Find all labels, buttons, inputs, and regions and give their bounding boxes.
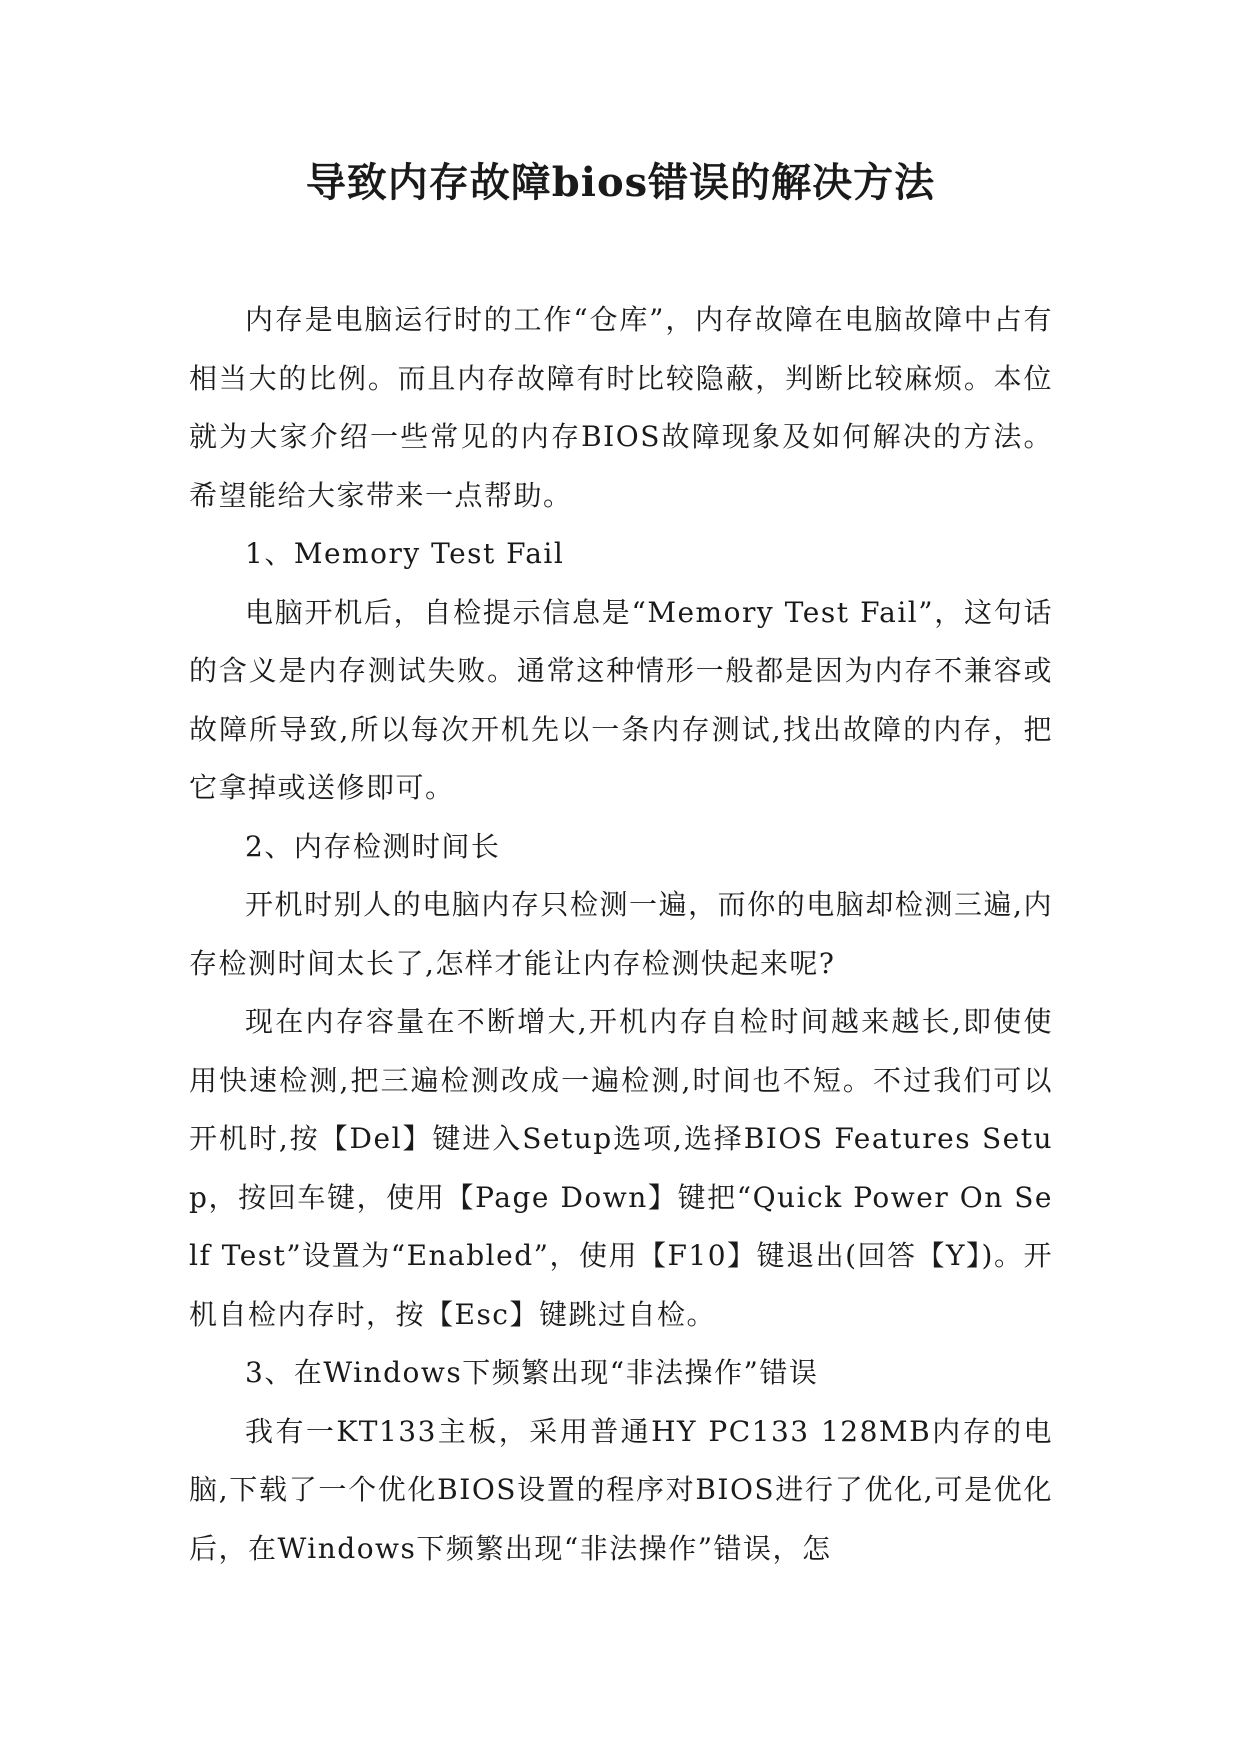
paragraph-section-1: 电脑开机后，自检提示信息是“Memory Test Fail”，这句话的含义是内存测试失败。通常这种情形一般都是因为内存不兼容或故障所导致,所以每次开机先以一条内存测试,找出故障的内存，把它拿掉或送修即可。 bbox=[189, 595, 1053, 804]
paragraph-intro: 内存是电脑运行时的工作“仓库”，内存故障在电脑故障中占有相当大的比例。而且内存故障有时比较隐蔽，判断比较麻烦。本位就为大家介绍一些常见的内存BIOS故障现象及如何解决的方法。希望能给大家带来一点帮助。 bbox=[189, 303, 1053, 512]
paragraph-section-3: 我有一KT133主板，采用普通HY PC133 128MB内存的电脑,下载了一个优化BIOS设置的程序对BIOS进行了优化,可是优化后，在Windows下频繁出现“非法操作”错误，怎 bbox=[189, 1414, 1053, 1565]
document-body bbox=[189, 291, 1053, 1578]
paragraph-section-2-a: 开机时别人的电脑内存只检测一遍，而你的电脑却检测三遍,内存检测时间太长了,怎样才能让内存检测快起来呢? bbox=[189, 888, 1053, 980]
section-heading-1: 1、Memory Test Fail bbox=[245, 537, 565, 570]
paragraph-section-2-b: 现在内存容量在不断增大,开机内存自检时间越来越长,即使使用快速检测,把三遍检测改成一遍检测,时间也不短。不过我们可以开机时,按【Del】键进入Setup选项,选择BIOS Features Setup，按回车键，使用【Page Down】键把“Quick Power On Self Test”设置为“Enabled”，使用【F10】键退出(回答【Y】)。开机自检内存时，按【Esc】键跳过自检。 bbox=[189, 1005, 1053, 1331]
section-heading-3: 3、在Windows下频繁出现“非法操作”错误 bbox=[245, 1356, 819, 1389]
document-title: 导致内存故障bios错误的解决方法 bbox=[305, 159, 936, 206]
section-heading-2: 2、内存检测时间长 bbox=[245, 829, 501, 863]
